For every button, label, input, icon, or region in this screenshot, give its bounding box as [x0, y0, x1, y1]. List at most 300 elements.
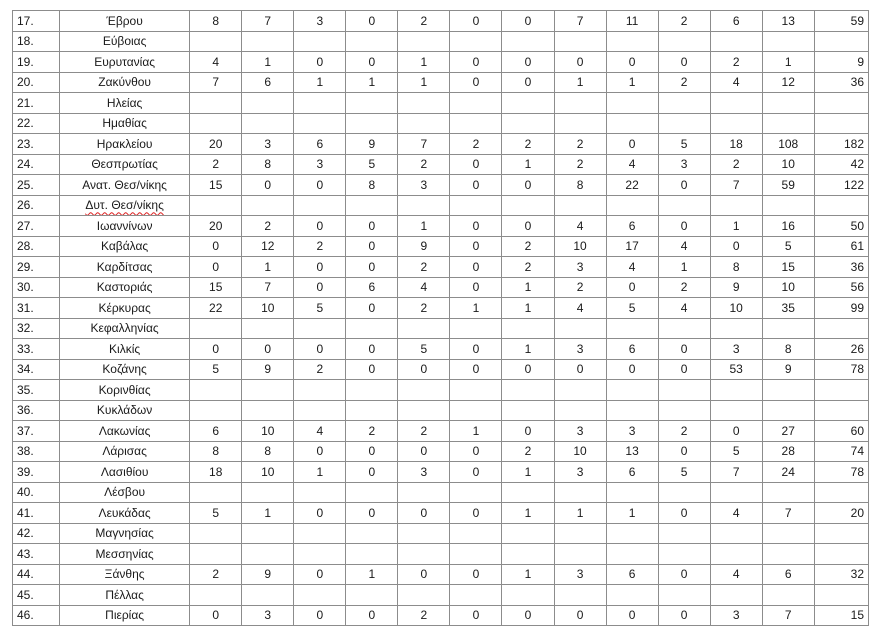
row-number-cell: 32. — [13, 318, 60, 339]
value-cell: 3 — [554, 421, 606, 442]
value-cell: 1 — [606, 72, 658, 93]
table-row — [13, 462, 869, 483]
value-cell: 1 — [502, 564, 554, 585]
value-cell: 0 — [294, 257, 346, 278]
value-cell: 15 — [190, 277, 242, 298]
value-cell — [606, 93, 658, 114]
value-cell: 4 — [658, 298, 710, 319]
total-cell: 59 — [814, 11, 868, 32]
value-cell: 5 — [190, 359, 242, 380]
value-cell — [346, 585, 398, 606]
prefecture-name-cell: Καβάλας — [60, 236, 190, 257]
value-cell: 7 — [762, 503, 814, 524]
value-cell: 2 — [398, 154, 450, 175]
value-cell — [450, 93, 502, 114]
value-cell — [606, 31, 658, 52]
value-cell: 9 — [762, 359, 814, 380]
value-cell — [294, 195, 346, 216]
value-cell — [762, 380, 814, 401]
total-cell — [814, 113, 868, 134]
value-cell — [346, 93, 398, 114]
value-cell: 0 — [606, 134, 658, 155]
value-cell: 2 — [190, 564, 242, 585]
value-cell: 0 — [450, 216, 502, 237]
prefecture-name-cell: Θεσπρωτίας — [60, 154, 190, 175]
prefecture-name-cell — [60, 195, 190, 216]
value-cell: 10 — [762, 277, 814, 298]
value-cell — [294, 544, 346, 565]
row-number-cell: 21. — [13, 93, 60, 114]
table-row — [13, 544, 869, 565]
value-cell: 1 — [242, 503, 294, 524]
value-cell: 0 — [658, 564, 710, 585]
value-cell: 0 — [294, 52, 346, 73]
row-number-cell: 23. — [13, 134, 60, 155]
total-cell — [814, 482, 868, 503]
value-cell — [606, 523, 658, 544]
value-cell: 0 — [502, 175, 554, 196]
value-cell — [190, 544, 242, 565]
value-cell — [502, 523, 554, 544]
row-number-cell: 24. — [13, 154, 60, 175]
value-cell: 1 — [502, 462, 554, 483]
value-cell — [450, 380, 502, 401]
value-cell: 0 — [294, 339, 346, 360]
value-cell: 24 — [762, 462, 814, 483]
value-cell: 0 — [554, 359, 606, 380]
value-cell — [450, 31, 502, 52]
value-cell — [554, 31, 606, 52]
row-number-cell: 39. — [13, 462, 60, 483]
total-cell: 26 — [814, 339, 868, 360]
value-cell: 28 — [762, 441, 814, 462]
total-cell: 78 — [814, 359, 868, 380]
table-row — [13, 154, 869, 175]
value-cell: 6 — [190, 421, 242, 442]
total-cell: 56 — [814, 277, 868, 298]
row-number-cell: 27. — [13, 216, 60, 237]
value-cell: 1 — [554, 72, 606, 93]
value-cell: 1 — [502, 298, 554, 319]
value-cell: 2 — [710, 52, 762, 73]
value-cell: 108 — [762, 134, 814, 155]
value-cell — [554, 523, 606, 544]
table-row — [13, 564, 869, 585]
value-cell: 35 — [762, 298, 814, 319]
value-cell: 5 — [346, 154, 398, 175]
value-cell: 1 — [502, 339, 554, 360]
value-cell — [450, 523, 502, 544]
value-cell: 6 — [606, 564, 658, 585]
value-cell: 5 — [294, 298, 346, 319]
row-number-cell: 28. — [13, 236, 60, 257]
value-cell: 0 — [294, 216, 346, 237]
value-cell: 53 — [710, 359, 762, 380]
table-row — [13, 236, 869, 257]
value-cell: 0 — [450, 605, 502, 626]
value-cell — [450, 195, 502, 216]
value-cell: 0 — [450, 503, 502, 524]
value-cell — [242, 318, 294, 339]
value-cell — [450, 113, 502, 134]
value-cell: 13 — [762, 11, 814, 32]
value-cell: 0 — [658, 441, 710, 462]
prefecture-name-cell: Πέλλας — [60, 585, 190, 606]
total-cell: 78 — [814, 462, 868, 483]
value-cell — [294, 380, 346, 401]
value-cell — [762, 544, 814, 565]
value-cell: 8 — [190, 11, 242, 32]
row-number-cell: 37. — [13, 421, 60, 442]
value-cell — [658, 93, 710, 114]
value-cell: 0 — [502, 605, 554, 626]
value-cell: 0 — [554, 52, 606, 73]
prefecture-name-cell: Ξάνθης — [60, 564, 190, 585]
value-cell: 10 — [554, 236, 606, 257]
value-cell — [502, 195, 554, 216]
prefecture-name-cell: Λευκάδας — [60, 503, 190, 524]
value-cell: 2 — [658, 421, 710, 442]
value-cell: 7 — [398, 134, 450, 155]
value-cell: 0 — [294, 605, 346, 626]
value-cell: 5 — [190, 503, 242, 524]
value-cell — [450, 585, 502, 606]
value-cell: 1 — [710, 216, 762, 237]
value-cell — [242, 380, 294, 401]
total-cell: 122 — [814, 175, 868, 196]
value-cell: 0 — [190, 236, 242, 257]
value-cell — [190, 318, 242, 339]
value-cell: 2 — [502, 441, 554, 462]
total-cell: 50 — [814, 216, 868, 237]
value-cell — [294, 113, 346, 134]
row-number-cell: 17. — [13, 11, 60, 32]
value-cell: 2 — [398, 605, 450, 626]
value-cell: 7 — [710, 462, 762, 483]
value-cell — [294, 523, 346, 544]
table-row — [13, 298, 869, 319]
value-cell: 0 — [190, 339, 242, 360]
value-cell: 0 — [658, 175, 710, 196]
value-cell: 0 — [346, 605, 398, 626]
value-cell: 0 — [398, 503, 450, 524]
value-cell — [346, 318, 398, 339]
value-cell: 1 — [294, 72, 346, 93]
value-cell — [762, 195, 814, 216]
prefecture-name-cell: Ηλείας — [60, 93, 190, 114]
value-cell: 1 — [606, 503, 658, 524]
row-number-cell: 42. — [13, 523, 60, 544]
value-cell — [762, 93, 814, 114]
value-cell: 10 — [242, 421, 294, 442]
value-cell: 4 — [398, 277, 450, 298]
value-cell — [710, 400, 762, 421]
value-cell — [242, 482, 294, 503]
value-cell: 2 — [294, 236, 346, 257]
value-cell: 0 — [346, 11, 398, 32]
value-cell: 7 — [762, 605, 814, 626]
value-cell: 0 — [450, 564, 502, 585]
value-cell: 10 — [554, 441, 606, 462]
value-cell — [294, 31, 346, 52]
value-cell: 7 — [710, 175, 762, 196]
total-cell: 61 — [814, 236, 868, 257]
value-cell — [450, 318, 502, 339]
row-number-cell: 41. — [13, 503, 60, 524]
value-cell: 6 — [606, 339, 658, 360]
total-cell — [814, 400, 868, 421]
value-cell: 7 — [190, 72, 242, 93]
value-cell — [398, 400, 450, 421]
value-cell — [398, 113, 450, 134]
value-cell — [294, 93, 346, 114]
row-number-cell: 45. — [13, 585, 60, 606]
value-cell — [606, 195, 658, 216]
value-cell: 7 — [242, 277, 294, 298]
value-cell: 1 — [398, 216, 450, 237]
prefecture-name-cell: Κέρκυρας — [60, 298, 190, 319]
value-cell: 4 — [658, 236, 710, 257]
value-cell: 0 — [242, 339, 294, 360]
value-cell: 0 — [450, 339, 502, 360]
prefecture-name-cell: Ηρακλείου — [60, 134, 190, 155]
value-cell: 6 — [242, 72, 294, 93]
total-cell — [814, 318, 868, 339]
value-cell: 0 — [450, 72, 502, 93]
value-cell — [710, 523, 762, 544]
value-cell: 1 — [554, 503, 606, 524]
total-cell — [814, 195, 868, 216]
value-cell: 15 — [190, 175, 242, 196]
table-row — [13, 523, 869, 544]
value-cell: 11 — [606, 11, 658, 32]
prefecture-name-cell: Καστοριάς — [60, 277, 190, 298]
value-cell: 0 — [346, 216, 398, 237]
value-cell: 0 — [606, 605, 658, 626]
value-cell: 6 — [346, 277, 398, 298]
value-cell — [502, 93, 554, 114]
value-cell — [658, 318, 710, 339]
table-row — [13, 605, 869, 626]
row-number-cell: 34. — [13, 359, 60, 380]
table-row — [13, 503, 869, 524]
prefecture-name-cell: Εύβοιας — [60, 31, 190, 52]
value-cell: 10 — [710, 298, 762, 319]
value-cell — [502, 585, 554, 606]
value-cell — [710, 585, 762, 606]
table-row — [13, 441, 869, 462]
value-cell: 0 — [346, 339, 398, 360]
value-cell: 2 — [346, 421, 398, 442]
value-cell: 16 — [762, 216, 814, 237]
table-row — [13, 257, 869, 278]
value-cell: 59 — [762, 175, 814, 196]
value-cell: 2 — [398, 11, 450, 32]
value-cell: 3 — [294, 11, 346, 32]
value-cell: 0 — [450, 441, 502, 462]
value-cell: 0 — [606, 52, 658, 73]
value-cell — [346, 380, 398, 401]
row-number-cell: 35. — [13, 380, 60, 401]
value-cell: 2 — [398, 421, 450, 442]
prefecture-name-cell: Μαγνησίας — [60, 523, 190, 544]
prefecture-name-cell: Ευρυτανίας — [60, 52, 190, 73]
value-cell: 0 — [398, 564, 450, 585]
table-row — [13, 216, 869, 237]
table-row — [13, 195, 869, 216]
value-cell — [606, 482, 658, 503]
value-cell: 13 — [606, 441, 658, 462]
value-cell: 3 — [294, 154, 346, 175]
row-number-cell: 36. — [13, 400, 60, 421]
value-cell: 0 — [450, 175, 502, 196]
value-cell — [554, 544, 606, 565]
value-cell: 0 — [710, 236, 762, 257]
value-cell: 27 — [762, 421, 814, 442]
value-cell: 0 — [294, 441, 346, 462]
value-cell: 5 — [398, 339, 450, 360]
total-cell — [814, 544, 868, 565]
value-cell: 4 — [710, 72, 762, 93]
value-cell — [554, 380, 606, 401]
value-cell — [658, 113, 710, 134]
value-cell — [762, 31, 814, 52]
value-cell: 0 — [294, 175, 346, 196]
value-cell: 6 — [762, 564, 814, 585]
value-cell — [398, 380, 450, 401]
value-cell — [398, 195, 450, 216]
value-cell: 0 — [346, 236, 398, 257]
value-cell: 2 — [398, 298, 450, 319]
value-cell: 20 — [190, 216, 242, 237]
value-cell: 2 — [658, 277, 710, 298]
value-cell — [502, 482, 554, 503]
value-cell — [710, 544, 762, 565]
table-row — [13, 31, 869, 52]
total-cell: 36 — [814, 72, 868, 93]
value-cell: 22 — [190, 298, 242, 319]
value-cell — [658, 31, 710, 52]
value-cell: 2 — [398, 257, 450, 278]
value-cell: 9 — [242, 564, 294, 585]
value-cell: 2 — [554, 154, 606, 175]
value-cell: 0 — [658, 359, 710, 380]
value-cell — [710, 380, 762, 401]
total-cell: 60 — [814, 421, 868, 442]
prefecture-name-cell: Λέσβου — [60, 482, 190, 503]
value-cell — [242, 523, 294, 544]
value-cell: 2 — [658, 72, 710, 93]
value-cell: 9 — [710, 277, 762, 298]
value-cell — [190, 195, 242, 216]
value-cell: 6 — [294, 134, 346, 155]
prefecture-name-cell: Μεσσηνίας — [60, 544, 190, 565]
row-number-cell: 30. — [13, 277, 60, 298]
table-row — [13, 380, 869, 401]
table-row — [13, 400, 869, 421]
value-cell: 0 — [502, 421, 554, 442]
value-cell: 0 — [398, 359, 450, 380]
value-cell: 3 — [606, 421, 658, 442]
table-row — [13, 52, 869, 73]
value-cell — [502, 400, 554, 421]
value-cell — [710, 318, 762, 339]
value-cell — [502, 380, 554, 401]
value-cell: 2 — [554, 134, 606, 155]
value-cell — [658, 585, 710, 606]
total-cell: 20 — [814, 503, 868, 524]
total-cell — [814, 523, 868, 544]
value-cell: 0 — [658, 52, 710, 73]
value-cell: 3 — [554, 564, 606, 585]
value-cell — [554, 195, 606, 216]
value-cell: 0 — [346, 257, 398, 278]
table-row — [13, 277, 869, 298]
value-cell: 3 — [554, 339, 606, 360]
value-cell: 8 — [554, 175, 606, 196]
value-cell: 0 — [606, 359, 658, 380]
value-cell — [398, 482, 450, 503]
value-cell — [190, 482, 242, 503]
value-cell: 0 — [450, 154, 502, 175]
value-cell: 1 — [502, 503, 554, 524]
value-cell: 0 — [346, 298, 398, 319]
value-cell: 17 — [606, 236, 658, 257]
value-cell — [242, 544, 294, 565]
value-cell: 3 — [242, 134, 294, 155]
value-cell — [606, 318, 658, 339]
value-cell — [190, 113, 242, 134]
row-number-cell: 33. — [13, 339, 60, 360]
value-cell: 4 — [710, 503, 762, 524]
total-cell: 99 — [814, 298, 868, 319]
value-cell: 6 — [710, 11, 762, 32]
value-cell: 4 — [710, 564, 762, 585]
value-cell — [242, 195, 294, 216]
value-cell: 0 — [346, 359, 398, 380]
value-cell: 1 — [502, 154, 554, 175]
total-cell: 15 — [814, 605, 868, 626]
value-cell: 2 — [190, 154, 242, 175]
value-cell — [242, 400, 294, 421]
value-cell: 0 — [294, 277, 346, 298]
value-cell: 6 — [606, 216, 658, 237]
value-cell: 0 — [346, 441, 398, 462]
value-cell — [762, 400, 814, 421]
value-cell: 8 — [710, 257, 762, 278]
prefecture-name-cell: Κεφαλληνίας — [60, 318, 190, 339]
value-cell: 0 — [346, 52, 398, 73]
value-cell — [762, 585, 814, 606]
value-cell — [762, 523, 814, 544]
value-cell — [762, 113, 814, 134]
value-cell: 4 — [190, 52, 242, 73]
value-cell: 2 — [502, 236, 554, 257]
value-cell — [398, 318, 450, 339]
value-cell — [450, 544, 502, 565]
value-cell: 5 — [658, 462, 710, 483]
value-cell: 1 — [658, 257, 710, 278]
table-body — [13, 11, 869, 626]
value-cell: 9 — [398, 236, 450, 257]
row-number-cell: 20. — [13, 72, 60, 93]
value-cell: 0 — [710, 421, 762, 442]
row-number-cell: 44. — [13, 564, 60, 585]
prefecture-name-cell: Κυκλάδων — [60, 400, 190, 421]
value-cell: 2 — [658, 11, 710, 32]
row-number-cell: 40. — [13, 482, 60, 503]
table-row — [13, 113, 869, 134]
